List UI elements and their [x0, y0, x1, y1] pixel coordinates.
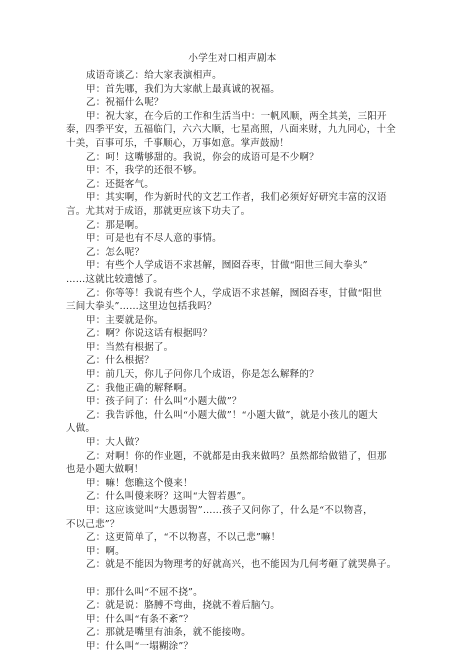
dialogue-line: 乙：啊？你说这话有根据吗？: [86, 328, 213, 340]
dialogue-line: 甲：可是也有不尽人意的事情。: [86, 233, 222, 245]
dialogue-line: 不以己悲”？: [66, 518, 120, 530]
dialogue-line: 甲：嘛！您瞧这个傻来！: [86, 477, 193, 489]
dialogue-line: 人做。: [66, 423, 96, 435]
dialogue-line: 成语奇谈乙：给大家表演相声。: [86, 70, 222, 81]
dialogue-line: 甲：不，我学的还很不够。: [86, 165, 203, 177]
dialogue-line: 甲：这应该觉叫“大愚弱智”……孩子又问你了，什么是“不以物喜，: [86, 505, 373, 516]
dialogue-line: 乙：祝福什么呢？: [86, 97, 164, 109]
dialogue-line: ……这就比较遗憾了。: [66, 273, 164, 285]
dialogue-line: 泰，四季平安，五福临门，六六大顺，七星高照，八面来财，九九同心，十全: [66, 124, 396, 136]
dialogue-line: 乙：什么叫傻来呀？这叫“大智若愚”。: [86, 491, 252, 503]
dialogue-line: 也是小题大做啊！: [66, 464, 144, 476]
dialogue-line: 乙：就是不能因为物理考的好就高兴，也不能因为几何考砸了就哭鼻子。: [86, 559, 397, 571]
dialogue-line: 乙：还挺客气。: [86, 178, 154, 190]
dialogue-line: 三间大拳头”……这里边包括我吗？: [66, 301, 217, 313]
dialogue-line: 甲：前几天，你儿子问你几个成语，你是怎么解释的？: [86, 369, 319, 381]
dialogue-line: 乙：就是说：胳膊不弯曲，挠就不着后脑勺。: [86, 600, 281, 612]
dialogue-line: 甲：祝大家，在今后的工作和生活当中：一帆风顺，两全其美，三阳开: [86, 110, 387, 122]
dialogue-line: 乙：呵！这嘴够甜的。我说，你会的成语可是不少啊？: [86, 151, 319, 163]
dialogue-line: 甲：首先哪，我们为大家献上最真诚的祝福。: [86, 83, 281, 95]
dialogue-line: 甲：孩子问了：什么叫“小题大做”？: [86, 396, 242, 408]
dialogue-line: 乙：我告诉他，什么叫“小题大做”！“小题大做”，就是小孩儿的题大: [86, 409, 378, 421]
dialogue-line: 乙：那是啊。: [86, 219, 145, 231]
dialogue-line: 乙：你等等！我说有些个人，学成语不求甚解，囫囵吞枣，甘做“阳世: [86, 287, 383, 299]
dialogue-line: 乙：那就是嘴里有油条，就不能接吻。: [86, 627, 251, 639]
document-title: 小学生对口相声剧本: [188, 53, 277, 64]
dialogue-line: 乙：对啊！你的作业题，不就都是由我来做吗？虽然都给做错了，但那: [86, 450, 387, 462]
dialogue-line: 乙：什么根据？: [86, 355, 154, 367]
dialogue-line: 言。尤其对于成语，那就更应该下功夫了。: [66, 205, 251, 217]
dialogue-line: 甲：其实啊，作为新时代的文艺工作者，我们必须好好研究丰富的汉语: [86, 192, 387, 204]
dialogue-line: 乙：怎么呢？: [86, 246, 145, 258]
blank-line: [66, 572, 399, 586]
dialogue-line: 甲：什么叫“一塌糊涂”？: [86, 640, 194, 652]
dialogue-line: 甲：当然有根据了。: [86, 341, 174, 353]
dialogue-line: 甲：什么叫“有条不紊”？: [86, 613, 194, 625]
document-body: [66, 69, 399, 654]
dialogue-line: 乙：我他正确的解释啊。: [86, 382, 193, 394]
dialogue-line: 甲：主要就是你。: [86, 314, 164, 326]
dialogue-line: 甲：有些个人学成语不求甚解，囫囵吞枣，甘做“阳世三间大拳头”: [86, 260, 368, 272]
dialogue-line: 甲：大人做？: [86, 437, 145, 449]
dialogue-line: 十美，百事可乐，千事顺心，万事如意。掌声鼓励！: [66, 137, 290, 149]
dialogue-line: 乙：这更简单了，“不以物喜，不以己悲”嘛！: [86, 532, 281, 544]
dialogue-line: 甲：啊。: [86, 545, 125, 557]
dialogue-line: 甲：那什么叫“不屈不挠”。: [86, 586, 203, 598]
